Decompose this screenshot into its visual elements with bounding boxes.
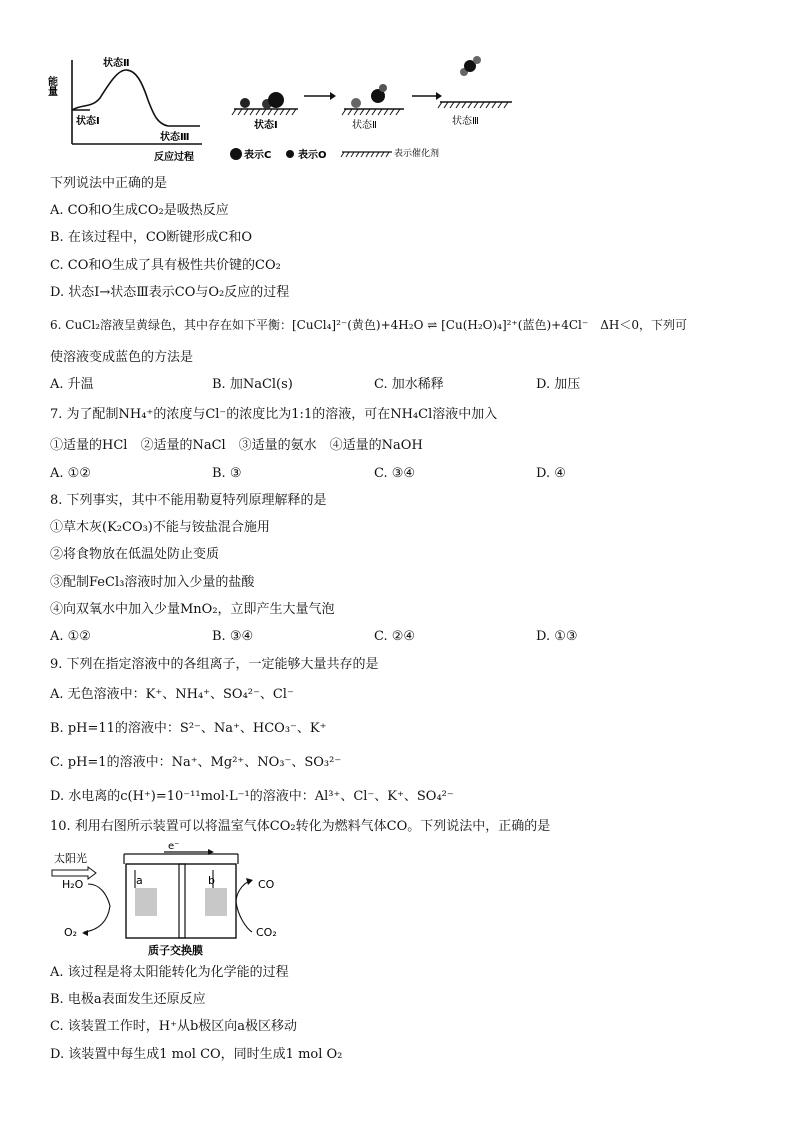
q8-option-a[interactable]: A. ①② (50, 629, 91, 644)
q8-option-d[interactable]: D. ①③ (536, 629, 578, 644)
q9-option-c[interactable]: C. pH=1的溶液中：Na⁺、Mg²⁺、NO₃⁻、SO₃²⁻ (50, 755, 342, 770)
oxygen-legend-icon (286, 150, 294, 158)
q7-items: ①适量的HCl ②适量的NaCl ③适量的氨水 ④适量的NaOH (50, 438, 423, 453)
step-state3-label: 状态Ⅲ (452, 116, 479, 127)
q8-item-1: ①草木灰(K₂CO₃)不能与铵盐混合施用 (50, 520, 270, 535)
legend-carbon-label: 表示C (244, 150, 272, 161)
arrow-right-icon (436, 92, 442, 100)
q6-option-c[interactable]: C. 加水稀释 (374, 377, 444, 392)
diagram-state1-label: 状态Ⅰ (76, 116, 100, 127)
q7-option-b[interactable]: B. ③ (212, 466, 242, 481)
arrow-left-icon (82, 930, 88, 936)
q8-option-b[interactable]: B. ③④ (212, 629, 254, 644)
energy-axis-label: 能量 (45, 76, 57, 96)
sunlight-label: 太阳光 (54, 852, 87, 865)
diagram-state2-label: 状态Ⅱ (103, 58, 130, 69)
q6-stem-line1: 6. CuCl₂溶液呈黄绿色，其中存在如下平衡：[CuCl₄]²⁻(黄色)+4H₂O ⇌ [Cu(H₂O)₄]²⁺(蓝色)+4Cl⁻ ΔH＜0，下列可 (50, 318, 687, 332)
q9-option-a[interactable]: A. 无色溶液中：K⁺、NH₄⁺、SO₄²⁻、Cl⁻ (50, 687, 294, 702)
q10-option-a[interactable]: A. 该过程是将太阳能转化为化学能的过程 (50, 965, 289, 980)
membrane (179, 864, 185, 938)
arrow-out-icon (246, 878, 253, 885)
diagram-state3-label: 状态Ⅲ (160, 132, 190, 143)
electrode-b-label: b (208, 874, 215, 887)
q7-option-c[interactable]: C. ③④ (374, 466, 416, 481)
q10-option-b[interactable]: B. 电极a表面发生还原反应 (50, 992, 206, 1007)
catalyst-legend-icon (341, 152, 392, 157)
q9-option-d[interactable]: D. 水电离的c(H⁺)=10⁻¹¹mol·L⁻¹的溶液中：Al³⁺、Cl⁻、K⁺、SO₄²⁻ (50, 789, 454, 804)
catalyst-surface-1 (232, 109, 298, 115)
q7-option-d[interactable]: D. ④ (536, 466, 566, 481)
carbon-atom-icon (268, 92, 284, 108)
electron-label: e⁻ (168, 841, 180, 852)
catalyst-surface-3 (438, 102, 512, 108)
carbon-legend-icon (230, 148, 242, 160)
energy-diagram (45, 52, 210, 164)
o2-label: O₂ (64, 926, 78, 939)
q6-option-b[interactable]: B. 加NaCl(s) (212, 377, 293, 392)
co2-label: CO₂ (256, 926, 277, 939)
legend-oxygen-label: 表示O (298, 150, 327, 161)
oxygen-atom-icon (240, 98, 250, 108)
arrow-right-icon (330, 92, 336, 100)
oxygen-atom-icon (379, 84, 387, 92)
oxygen-atom-icon (473, 56, 481, 64)
q6-option-a[interactable]: A. 升温 (50, 377, 94, 392)
electrode-a (135, 888, 157, 916)
catalyst-surface-2 (342, 109, 404, 115)
adsorption-steps (228, 52, 524, 164)
q5-option-a[interactable]: A. CO和O生成CO₂是吸热反应 (50, 203, 229, 218)
co-label: CO (258, 878, 275, 891)
step-state2-label: 状态Ⅱ (352, 120, 377, 131)
q8-item-3: ③配制FeCl₃溶液时加入少量的盐酸 (50, 575, 255, 590)
q9-stem: 9. 下列在指定溶液中的各组离子，一定能够大量共存的是 (50, 657, 379, 672)
q8-item-4: ④向双氧水中加入少量MnO₂，立即产生大量气泡 (50, 602, 335, 617)
q10-stem: 10. 利用右图所示装置可以将温室气体CO₂转化为燃料气体CO。下列说法中，正确的是 (50, 819, 551, 834)
oxygen-atom-icon (351, 98, 361, 108)
h2o-label: H₂O (62, 878, 84, 891)
q8-stem: 8. 下列事实，其中不能用勒夏特列原理解释的是 (50, 493, 327, 508)
q10-option-c[interactable]: C. 该装置工作时，H⁺从b极区向a极区移动 (50, 1019, 298, 1034)
q10-option-d[interactable]: D. 该装置中每生成1 mol CO，同时生成1 mol O₂ (50, 1047, 343, 1062)
x-axis-label: 反应过程 (154, 152, 194, 163)
q5-option-c[interactable]: C. CO和O生成了具有极性共价键的CO₂ (50, 258, 281, 273)
electrode-a-label: a (136, 874, 143, 887)
q5-option-d[interactable]: D. 状态Ⅰ→状态Ⅲ表示CO与O₂反应的过程 (50, 285, 290, 300)
q6-option-d[interactable]: D. 加压 (536, 377, 581, 392)
legend-catalyst-label: 表示催化剂 (394, 149, 440, 159)
q7-option-a[interactable]: A. ①② (50, 466, 91, 481)
step-state1-label: 状态Ⅰ (254, 120, 278, 131)
q8-item-2: ②将食物放在低温处防止变质 (50, 547, 220, 562)
q8-option-c[interactable]: C. ②④ (374, 629, 416, 644)
q5-stem: 下列说法中正确的是 (50, 176, 168, 191)
q5-option-b[interactable]: B. 在该过程中，CO断键形成C和O (50, 230, 253, 245)
electrolysis-cell-diagram (50, 840, 290, 958)
electrode-b (205, 888, 227, 916)
q6-stem-line2: 使溶液变成蓝色的方法是 (50, 350, 194, 365)
q9-option-b[interactable]: B. pH=11的溶液中：S²⁻、Na⁺、HCO₃⁻、K⁺ (50, 721, 327, 736)
membrane-label: 质子交换膜 (148, 944, 203, 957)
q7-stem: 7. 为了配制NH₄⁺的浓度与Cl⁻的浓度比为1:1的溶液，可在NH₄Cl溶液中加入 (50, 407, 498, 422)
